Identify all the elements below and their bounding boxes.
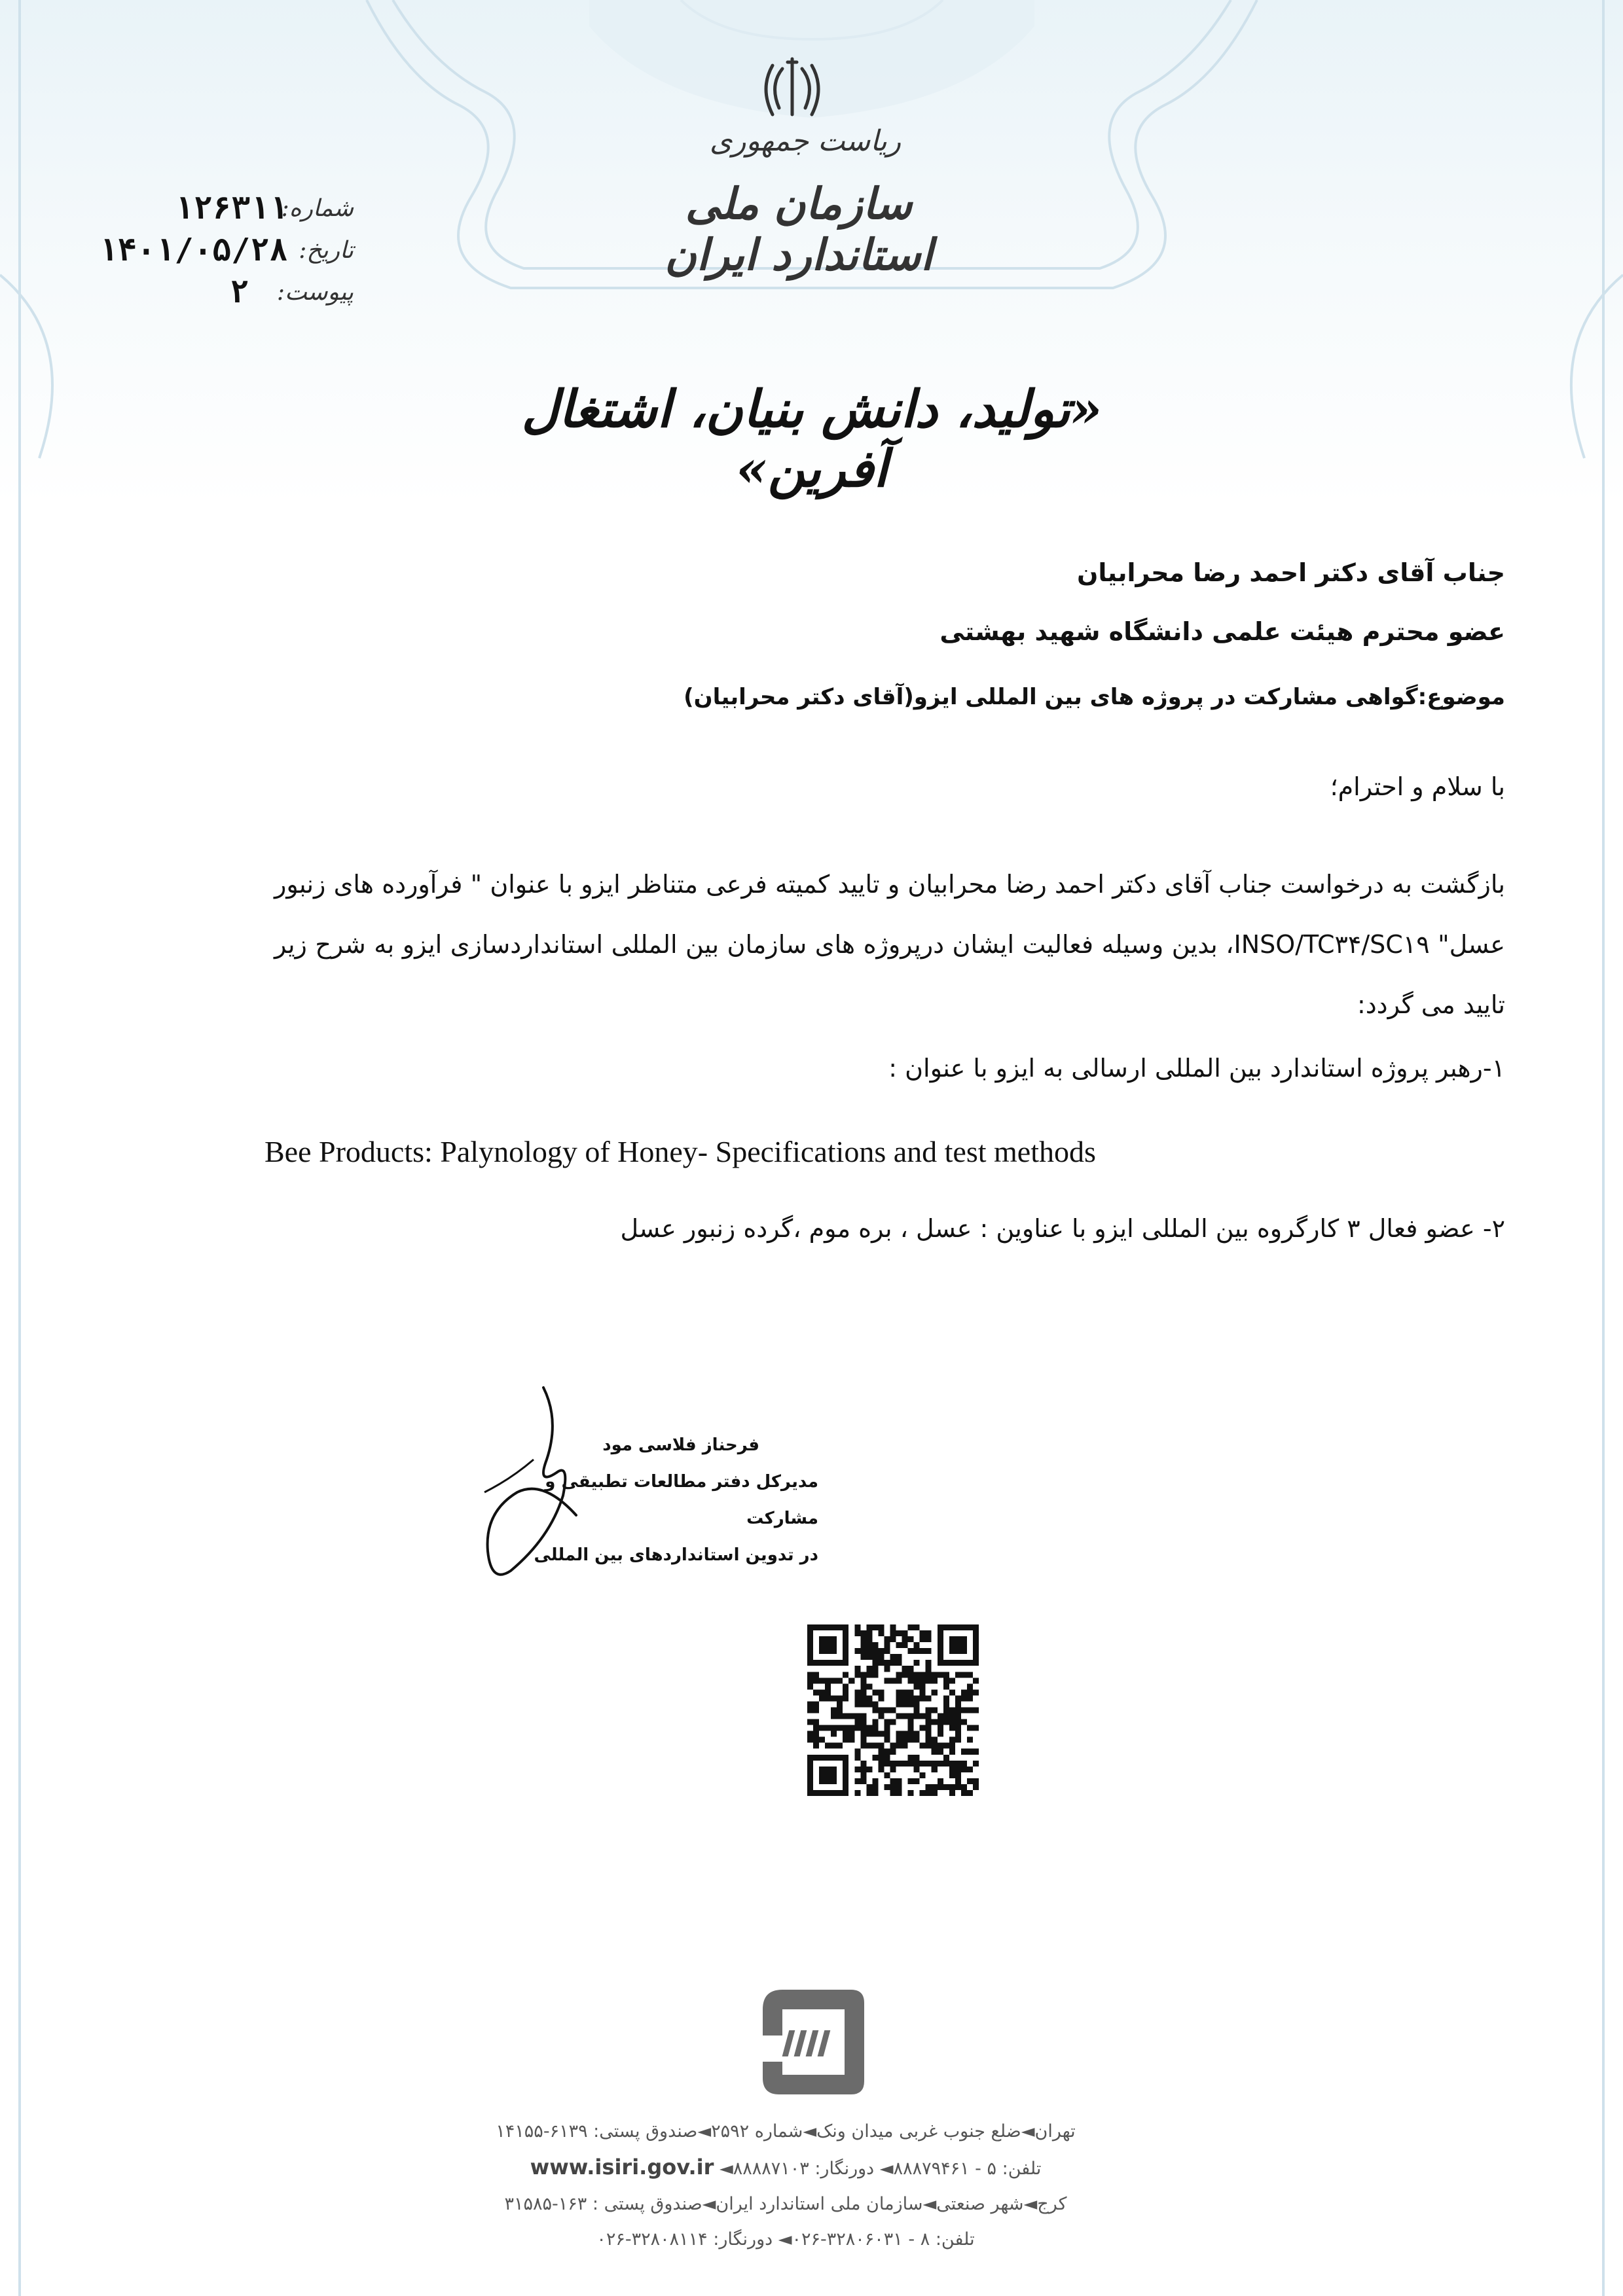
project-title-en: Bee Products: Palynology of Honey- Specifications and test methods xyxy=(264,1135,1096,1168)
signatory-title-2: در تدوین استانداردهای بین المللی xyxy=(534,1545,818,1565)
signature-block xyxy=(524,1427,818,1573)
isiri-logo-icon xyxy=(753,1983,874,2101)
signatory-name: فرحناز فلاسی مود xyxy=(602,1435,759,1455)
iran-emblem-icon xyxy=(756,52,828,124)
addressee-position: عضو محترم هیئت علمی دانشگاه شهید بهشتی xyxy=(939,617,1505,646)
footer-address xyxy=(458,2114,1113,2257)
presidency-title: ریاست جمهوری xyxy=(709,124,902,158)
body-paragraph: بازگشت به درخواست جناب آقای دکتر احمد رضا محرابیان و تایید کمیته فرعی متناظر ایزو با عنوان " فرآورده های زنبور عسل" INSO/TC۳۴/SC۱۹، بدین وسیله فعالیت ایشان درپروژه های سازمان بین المللی استانداردسازی ایزو به شرح زیر تایید می گردد: xyxy=(274,870,1505,1019)
footer-line-4: تلفن: ۸ - ۳۲۸۰۶۰۳۱-۰۲۶◄ دورنگار: ۳۲۸۰۸۱۱۴-۰۲۶ xyxy=(596,2229,975,2250)
signatory-title-1: مدیرکل دفتر مطالعات تطبیقی و مشارکت xyxy=(545,1472,818,1528)
addressee-name: جناب آقای دکتر احمد رضا محرابیان xyxy=(1076,558,1505,587)
slogan: «تولید، دانش بنیان، اشتغال آفرین» xyxy=(521,380,1103,499)
addressee xyxy=(327,543,1505,661)
greeting: با سلام و احترام؛ xyxy=(1330,772,1505,801)
subject-line: موضوع:گواهی مشارکت در پروژه های بین المللی ایزو(آقای دکتر محرابیان) xyxy=(684,684,1505,710)
meta-date: تاریخ: ۱۴۰۱/۰۵/۲۸ xyxy=(99,232,354,268)
meta-attachment: پیوست: ۲ xyxy=(230,274,354,310)
organization-name: سازمان ملی استاندارد ایران xyxy=(665,178,933,280)
list-item-1: ۱-رهبر پروژه استاندارد بین المللی ارسالی به ایزو با عنوان : xyxy=(888,1054,1505,1083)
footer-line-2: تلفن: ۵ - ۸۸۸۷۹۴۶۱◄ دورنگار: ۸۸۸۸۷۱۰۳◄ www.isiri.gov.ir xyxy=(530,2155,1042,2179)
footer-line-3: کرج◄شهر صنعتی◄سازمان ملی استاندارد ایران◄صندوق پستی : ۱۶۳-۳۱۵۸۵ xyxy=(504,2194,1067,2214)
website-link[interactable]: www.isiri.gov.ir xyxy=(530,2155,714,2179)
meta-number: شماره: ۱۲۶۳۱۱ xyxy=(174,190,354,226)
letter-meta xyxy=(99,190,354,315)
qr-code xyxy=(807,1624,979,1796)
list-item-2: ۲- عضو فعال ۳ کارگروه بین المللی ایزو با عناوین : عسل ، بره موم ،گرده زنبور عسل xyxy=(620,1214,1505,1243)
footer-line-1: تهران◄ضلع جنوب غربی میدان ونک◄شماره ۲۵۹۲◄صندوق پستی: ۶۱۳۹-۱۴۱۵۵ xyxy=(496,2121,1076,2142)
